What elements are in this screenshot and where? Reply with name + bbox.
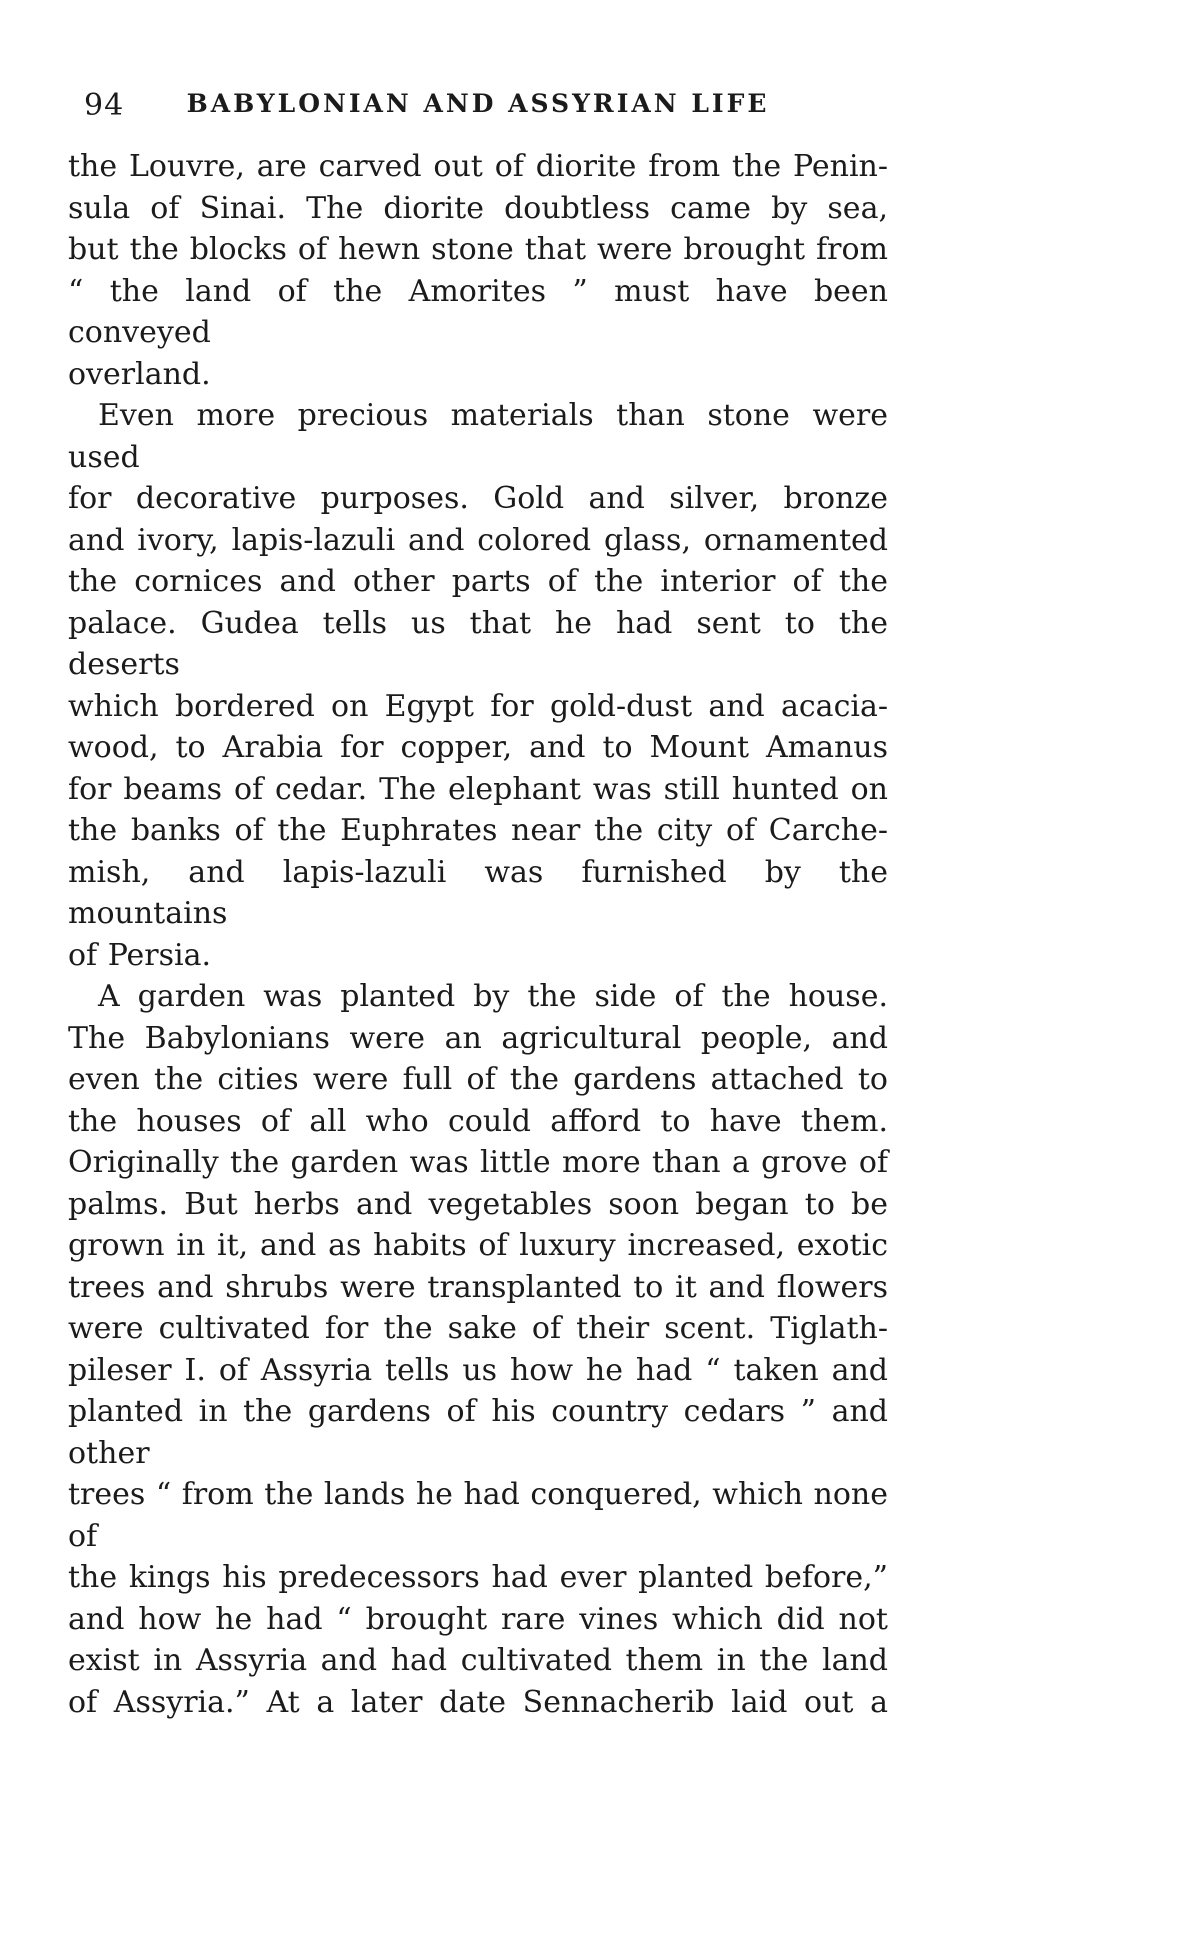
running-header (68, 86, 888, 123)
page-number: 94 (84, 88, 125, 123)
text-line: pileser I. of Assyria tells us how he had “ taken and (68, 1352, 888, 1388)
text-line: mish, and lapis-lazuli was furnished by the mountains (68, 854, 888, 931)
text-line: trees and shrubs were transplanted to it and flowers (68, 1269, 888, 1305)
paragraph (68, 146, 888, 395)
text-line: grown in it, and as habits of luxury increased, exotic (68, 1228, 888, 1263)
text-line: Even more precious materials than stone were used (68, 398, 888, 475)
text-line: palace. Gudea tells us that he had sent to the deserts (68, 605, 888, 682)
text-line: were cultivated for the sake of their scent. Tiglath- (68, 1311, 888, 1346)
text-line: A garden was planted by the side of the house. (98, 979, 888, 1014)
paragraph (68, 976, 888, 1723)
text-line: the Louvre, are carved out of diorite from the Penin- (68, 149, 888, 184)
text-line: the banks of the Euphrates near the city of Carche- (68, 813, 888, 848)
text-line: for decorative purposes. Gold and silver, bronze (68, 481, 888, 516)
running-header-title: BABYLONIAN AND ASSYRIAN LIFE (186, 89, 770, 118)
text-line: sula of Sinai. The diorite doubtless came by sea, (68, 190, 888, 226)
paragraph (68, 395, 888, 976)
text-line: trees “ from the lands he had conquered, which none of (68, 1477, 888, 1554)
text-line: “ the land of the Amorites ” must have been conveyed (68, 273, 888, 350)
text-line: planted in the gardens of his country cedars ” and other (68, 1394, 888, 1471)
body-text (68, 146, 888, 1723)
text-line: wood, to Arabia for copper, and to Mount Amanus (68, 730, 888, 765)
text-line: Originally the garden was little more than a grove of (68, 1145, 888, 1180)
text-line: and how he had “ brought rare vines which did not (68, 1601, 888, 1637)
text-line: but the blocks of hewn stone that were brought from (68, 232, 888, 267)
text-line: the cornices and other parts of the interior of the (68, 564, 888, 599)
text-line: exist in Assyria and had cultivated them in the land (68, 1643, 888, 1678)
text-line: for beams of cedar. The elephant was still hunted on (68, 771, 888, 807)
text-line: even the cities were full of the gardens attached to (68, 1062, 888, 1097)
text-line: the houses of all who could afford to have them. (68, 1103, 888, 1139)
text-line: overland. (68, 356, 211, 392)
text-line: The Babylonians were an agricultural people, and (68, 1020, 888, 1056)
text-line: which bordered on Egypt for gold-dust and acacia- (68, 688, 888, 724)
text-line: the kings his predecessors had ever planted before,” (68, 1560, 888, 1595)
text-line: and ivory, lapis-lazuli and colored glass, ornamented (68, 522, 888, 558)
text-line: of Persia. (68, 937, 212, 973)
text-line: of Assyria.” At a later date Sennacherib laid out a (68, 1684, 888, 1720)
text-line: palms. But herbs and vegetables soon began to be (68, 1186, 888, 1222)
